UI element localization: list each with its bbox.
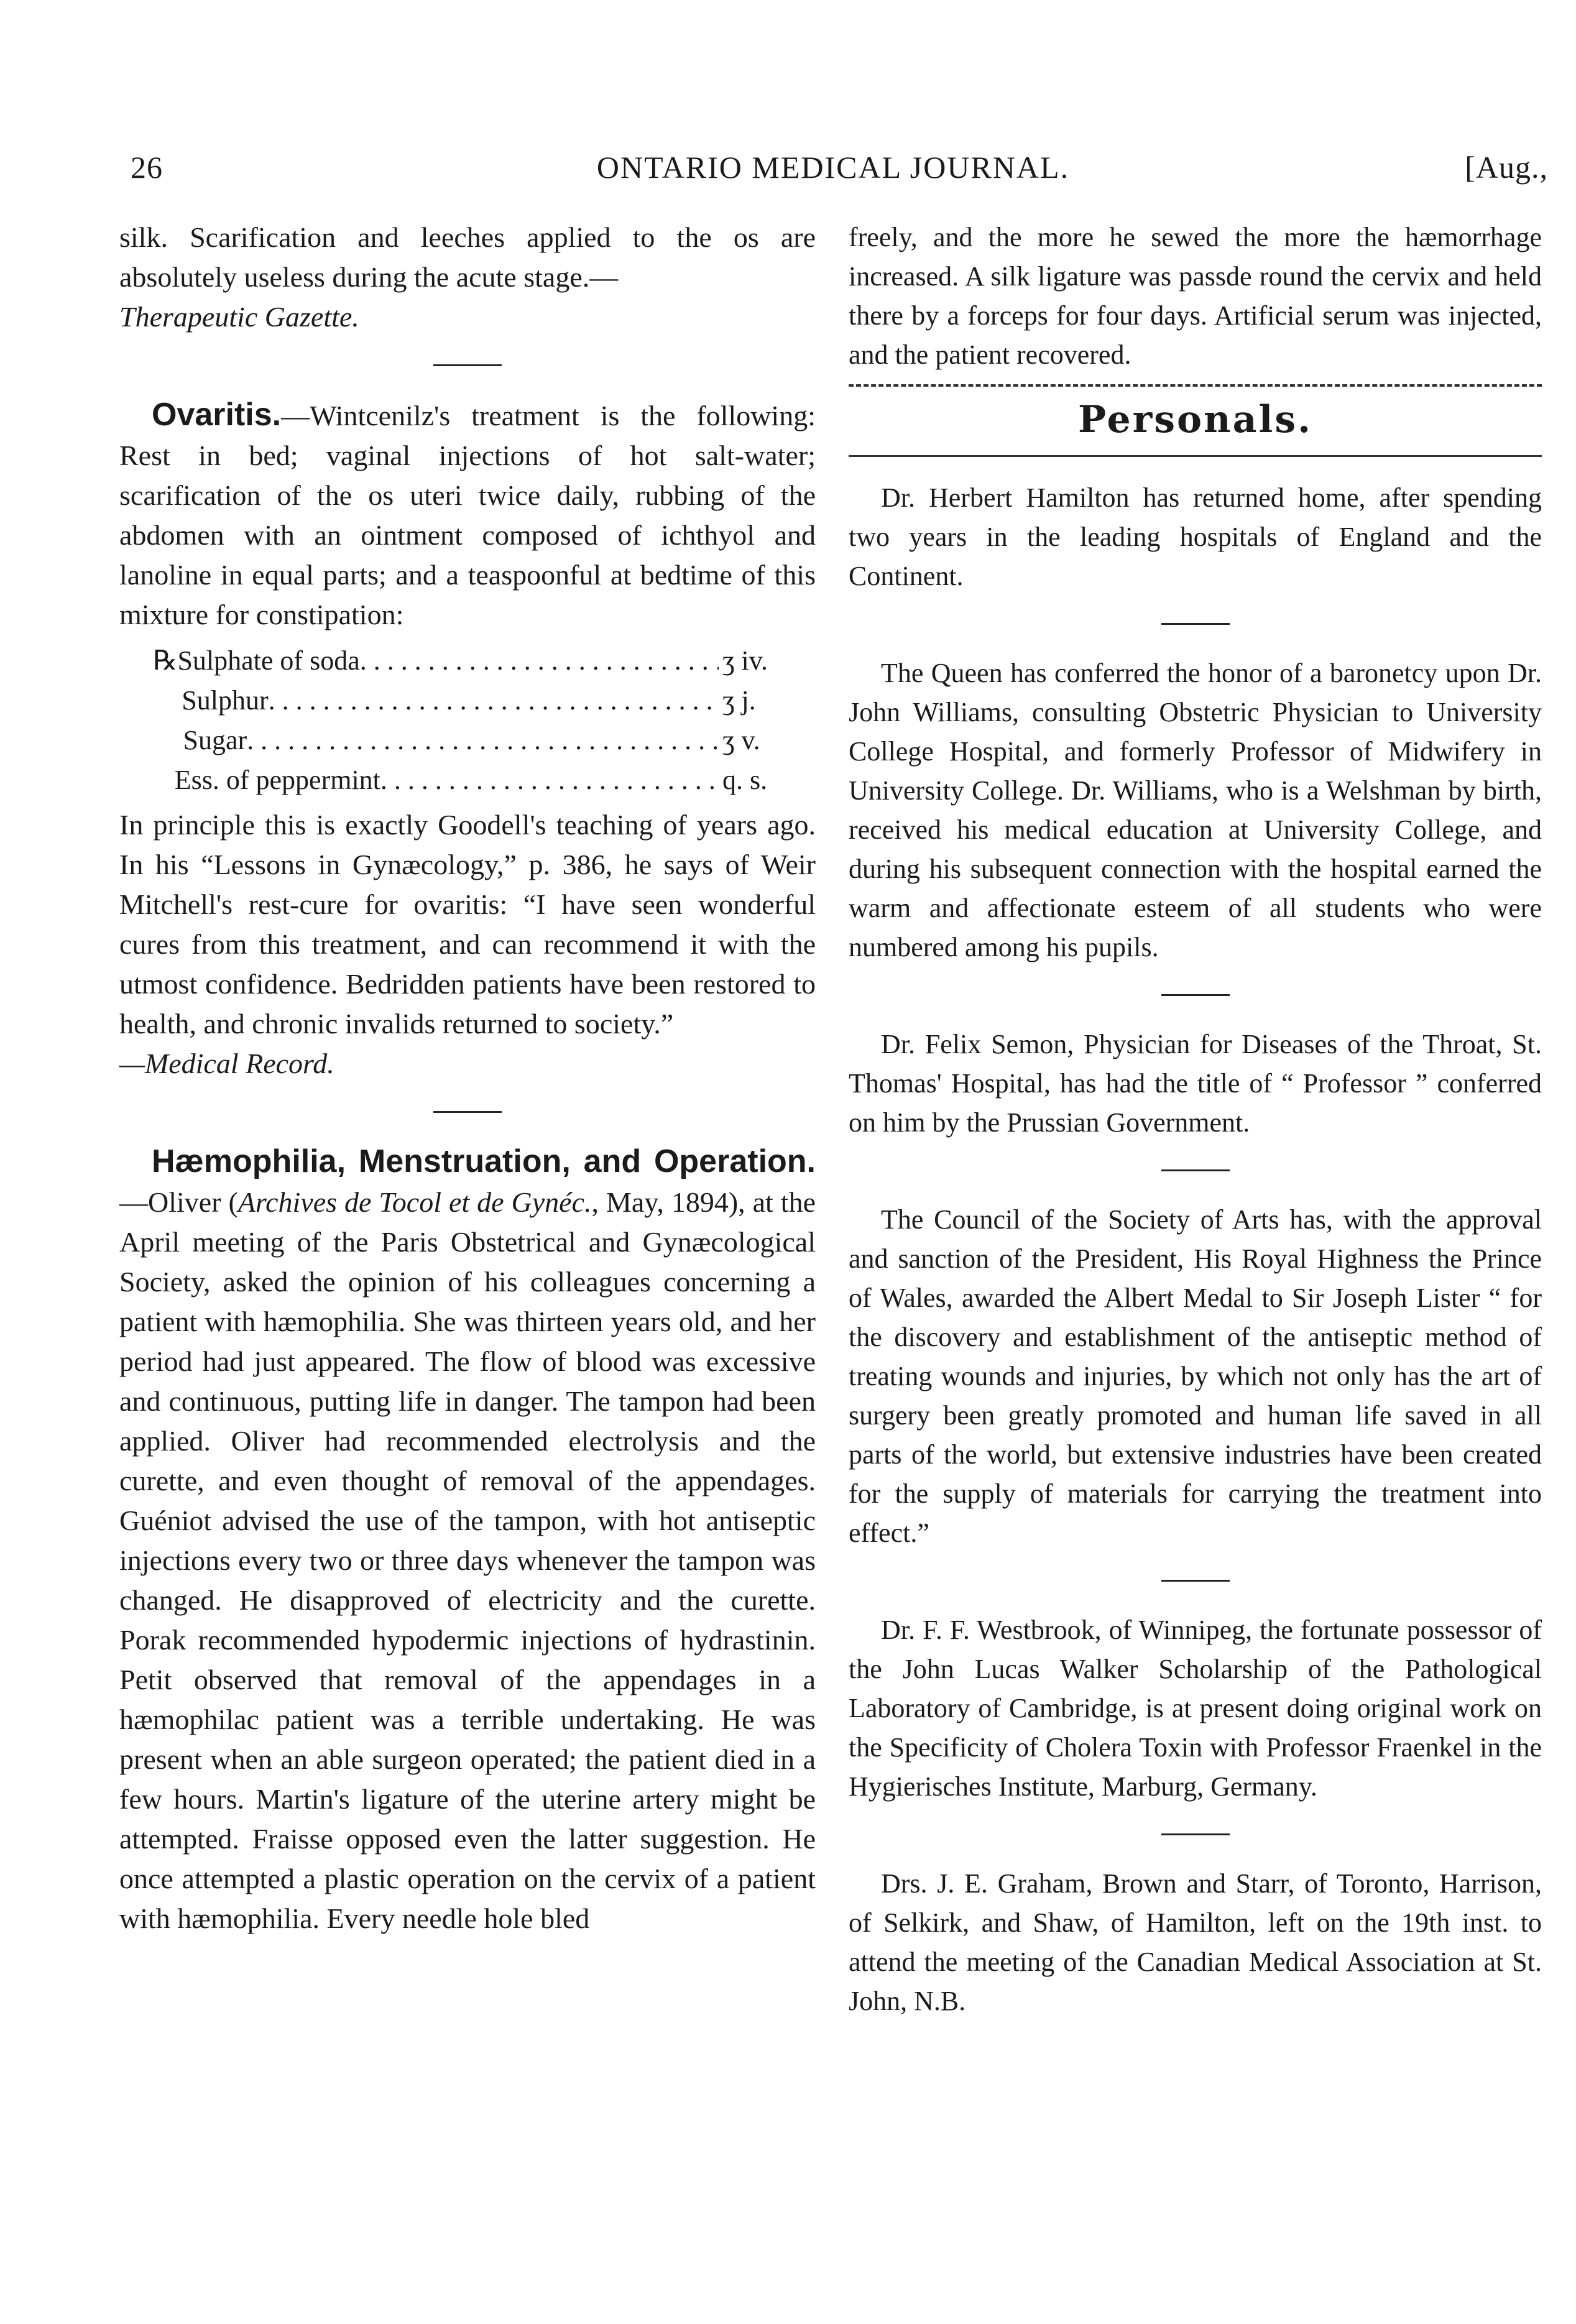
item-divider [1161,1169,1230,1171]
prescription-row [119,721,816,760]
ingredient-label: Ess. of peppermint [174,765,380,795]
personal-item: Dr. F. F. Westbrook, of Winnipeg, the fortunate possessor of the John Lucas Walker Scholarship of the Pathological Laboratory of Cambridge, is at present doing original work on the Specificity of Cholera Toxin with Professor Fraenkel in the Hygierisches Institute, Marburg, Germany. [849,1615,1542,1802]
item-divider [1161,1580,1230,1582]
personal-item: The Council of the Society of Arts has, with the approval and sanction of the President, His Royal Highness the Prince of Wales, awarded the Albert Medal to Sir Joseph Lister “ for the discovery and establishment of the antiseptic method of treating wounds and injuries, by which not only has the art of surgery been greatly promoted and human life saved in all parts of the world, but extensive industries have been created for the supply of materials for carrying the treatment into effect.” [849,1204,1542,1548]
ingredient-label: Sugar [183,725,247,755]
prescription-row [119,760,816,800]
haemophilia-citation: Archives de Tocol et de Gynéc. [237,1186,592,1218]
leader-dots [247,721,719,760]
item-divider [1161,1833,1230,1835]
prescription-row [119,681,816,721]
ingredient-label: Sulphur [182,685,269,716]
ovaritis-paragraph [119,395,816,635]
source-medical-record: —Medical Record. [119,1048,334,1079]
ingredient-dose: q. s. [722,765,768,795]
continued-text: silk. Scarification and leeches applied to the os are absolutely useless during the acute stage.— [119,221,816,293]
leader-dots [380,760,719,800]
personal-item: The Queen has conferred the honor of a baronetcy upon Dr. John Williams, consulting Obstetric Physician to University College Hospital, and formerly Professor of Midwifery in University College. Dr. Williams, who is a Welshman by birth, received his medical education at University College, and during his subsequent connection with the hospital earned the warm and affectionate esteem of all students who were numbered among his pupils. [849,658,1542,962]
page-number: 26 [131,150,163,185]
item-divider [1161,623,1230,625]
journal-title: ONTARIO MEDICAL JOURNAL. [596,150,1070,185]
recipe-symbol: ℞ [153,645,178,676]
haemophilia-paragraph [119,1141,816,1939]
continued-paragraph: freely, and the more he sewed the more the hæmorrhage increased. A silk ligature was passde round the cervix and held there by a forceps for four days. Artificial serum was injected, and the patient recovered. [849,222,1542,370]
leader-dots [360,641,719,681]
right-column [849,218,1542,2021]
personal-item: Drs. J. E. Graham, Brown and Starr, of Toronto, Harrison, of Selkirk, and Shaw, of Hamilton, left on the 19th inst. to attend the meeting of the Canadian Medical Association at St. John, N.B. [849,1868,1542,2016]
personals-title: Personals. [1077,398,1313,441]
personal-item: Dr. Felix Semon, Physician for Diseases of the Throat, St. Thomas' Hospital, has had the title of “ Professor ” conferred on him by the Prussian Government. [849,1029,1542,1138]
ovaritis-heading: Ovaritis. [152,397,282,433]
header-rule-bottom [849,455,1542,457]
header-rule-top [849,384,1542,387]
leader-dots [269,681,719,721]
haemophilia-text-pre: —Oliver ( [119,1186,238,1218]
running-header [118,149,1548,193]
section-divider [433,364,502,366]
item-divider [1161,994,1230,996]
continued-paragraph [119,218,816,337]
ingredient-label: Sulphate of soda [177,645,360,676]
goodell-paragraph [119,805,816,1084]
prescription [119,641,816,800]
personals-header [849,384,1542,457]
prescription-row [119,641,816,681]
issue-date: [Aug., [1465,150,1548,185]
ingredient-dose: ʒ v. [722,725,760,755]
personal-item: Dr. Herbert Hamilton has returned home, after spending two years in the leading hospitals of England and the Continent. [849,482,1542,591]
goodell-text: In principle this is exactly Goodell's teaching of years ago. In his “Lessons in Gynæcology,” p. 386, he says of Weir Mitchell's rest-cure for ovaritis: “I have seen wonderful cures from this treatment, and can recommend it with the utmost confidence. Bedridden patients have been restored to health, and chronic invalids returned to society.” [119,809,816,1040]
haemophilia-heading: Hæmophilia, Menstruation, and Operation. [152,1143,816,1179]
ingredient-dose: ʒ iv. [722,645,768,676]
section-divider [433,1111,502,1113]
source-therapeutic-gazette: Therapeutic Gazette. [119,301,359,333]
ingredient-dose: ʒ j. [722,685,756,716]
haemophilia-text: , May, 1894), at the April meeting of the Paris Obstetrical and Gynæcological Society, asked the opinion of his colleagues concerning a patient with hæmophilia. She was thirteen years old, and her period had just appeared. The flow of blood was excessive and continuous, putting life in danger. The tampon had been applied. Oliver had recommended electrolysis and the curette, and even thought of removal of the appendages. Guéniot advised the use of the tampon, with hot antiseptic injections every two or three days whenever the tampon was changed. He disapproved of electricity and the curette. Porak recommended hypodermic injections of hydrastinin. Petit observed that removal of the appendages in a hæmophilac patient was a terrible undertaking. He was present when an able surgeon operated; the patient died in a few hours. Martin's ligature of the uterine artery might be attempted. Fraisse opposed even the latter suggestion. He once attempted a plastic operation on the cervix of a patient with hæmophilia. Every needle hole bled [119,1186,816,1934]
left-column [119,218,816,1939]
ovaritis-text: —Wintcenilz's treatment is the following: Rest in bed; vaginal injections of hot salt-water; scarification of the os uteri twice daily, rubbing of the abdomen with an ointment composed of ichthyol and lanoline in equal parts; and a teaspoonful at bedtime of this mixture for constipation: [119,400,816,630]
